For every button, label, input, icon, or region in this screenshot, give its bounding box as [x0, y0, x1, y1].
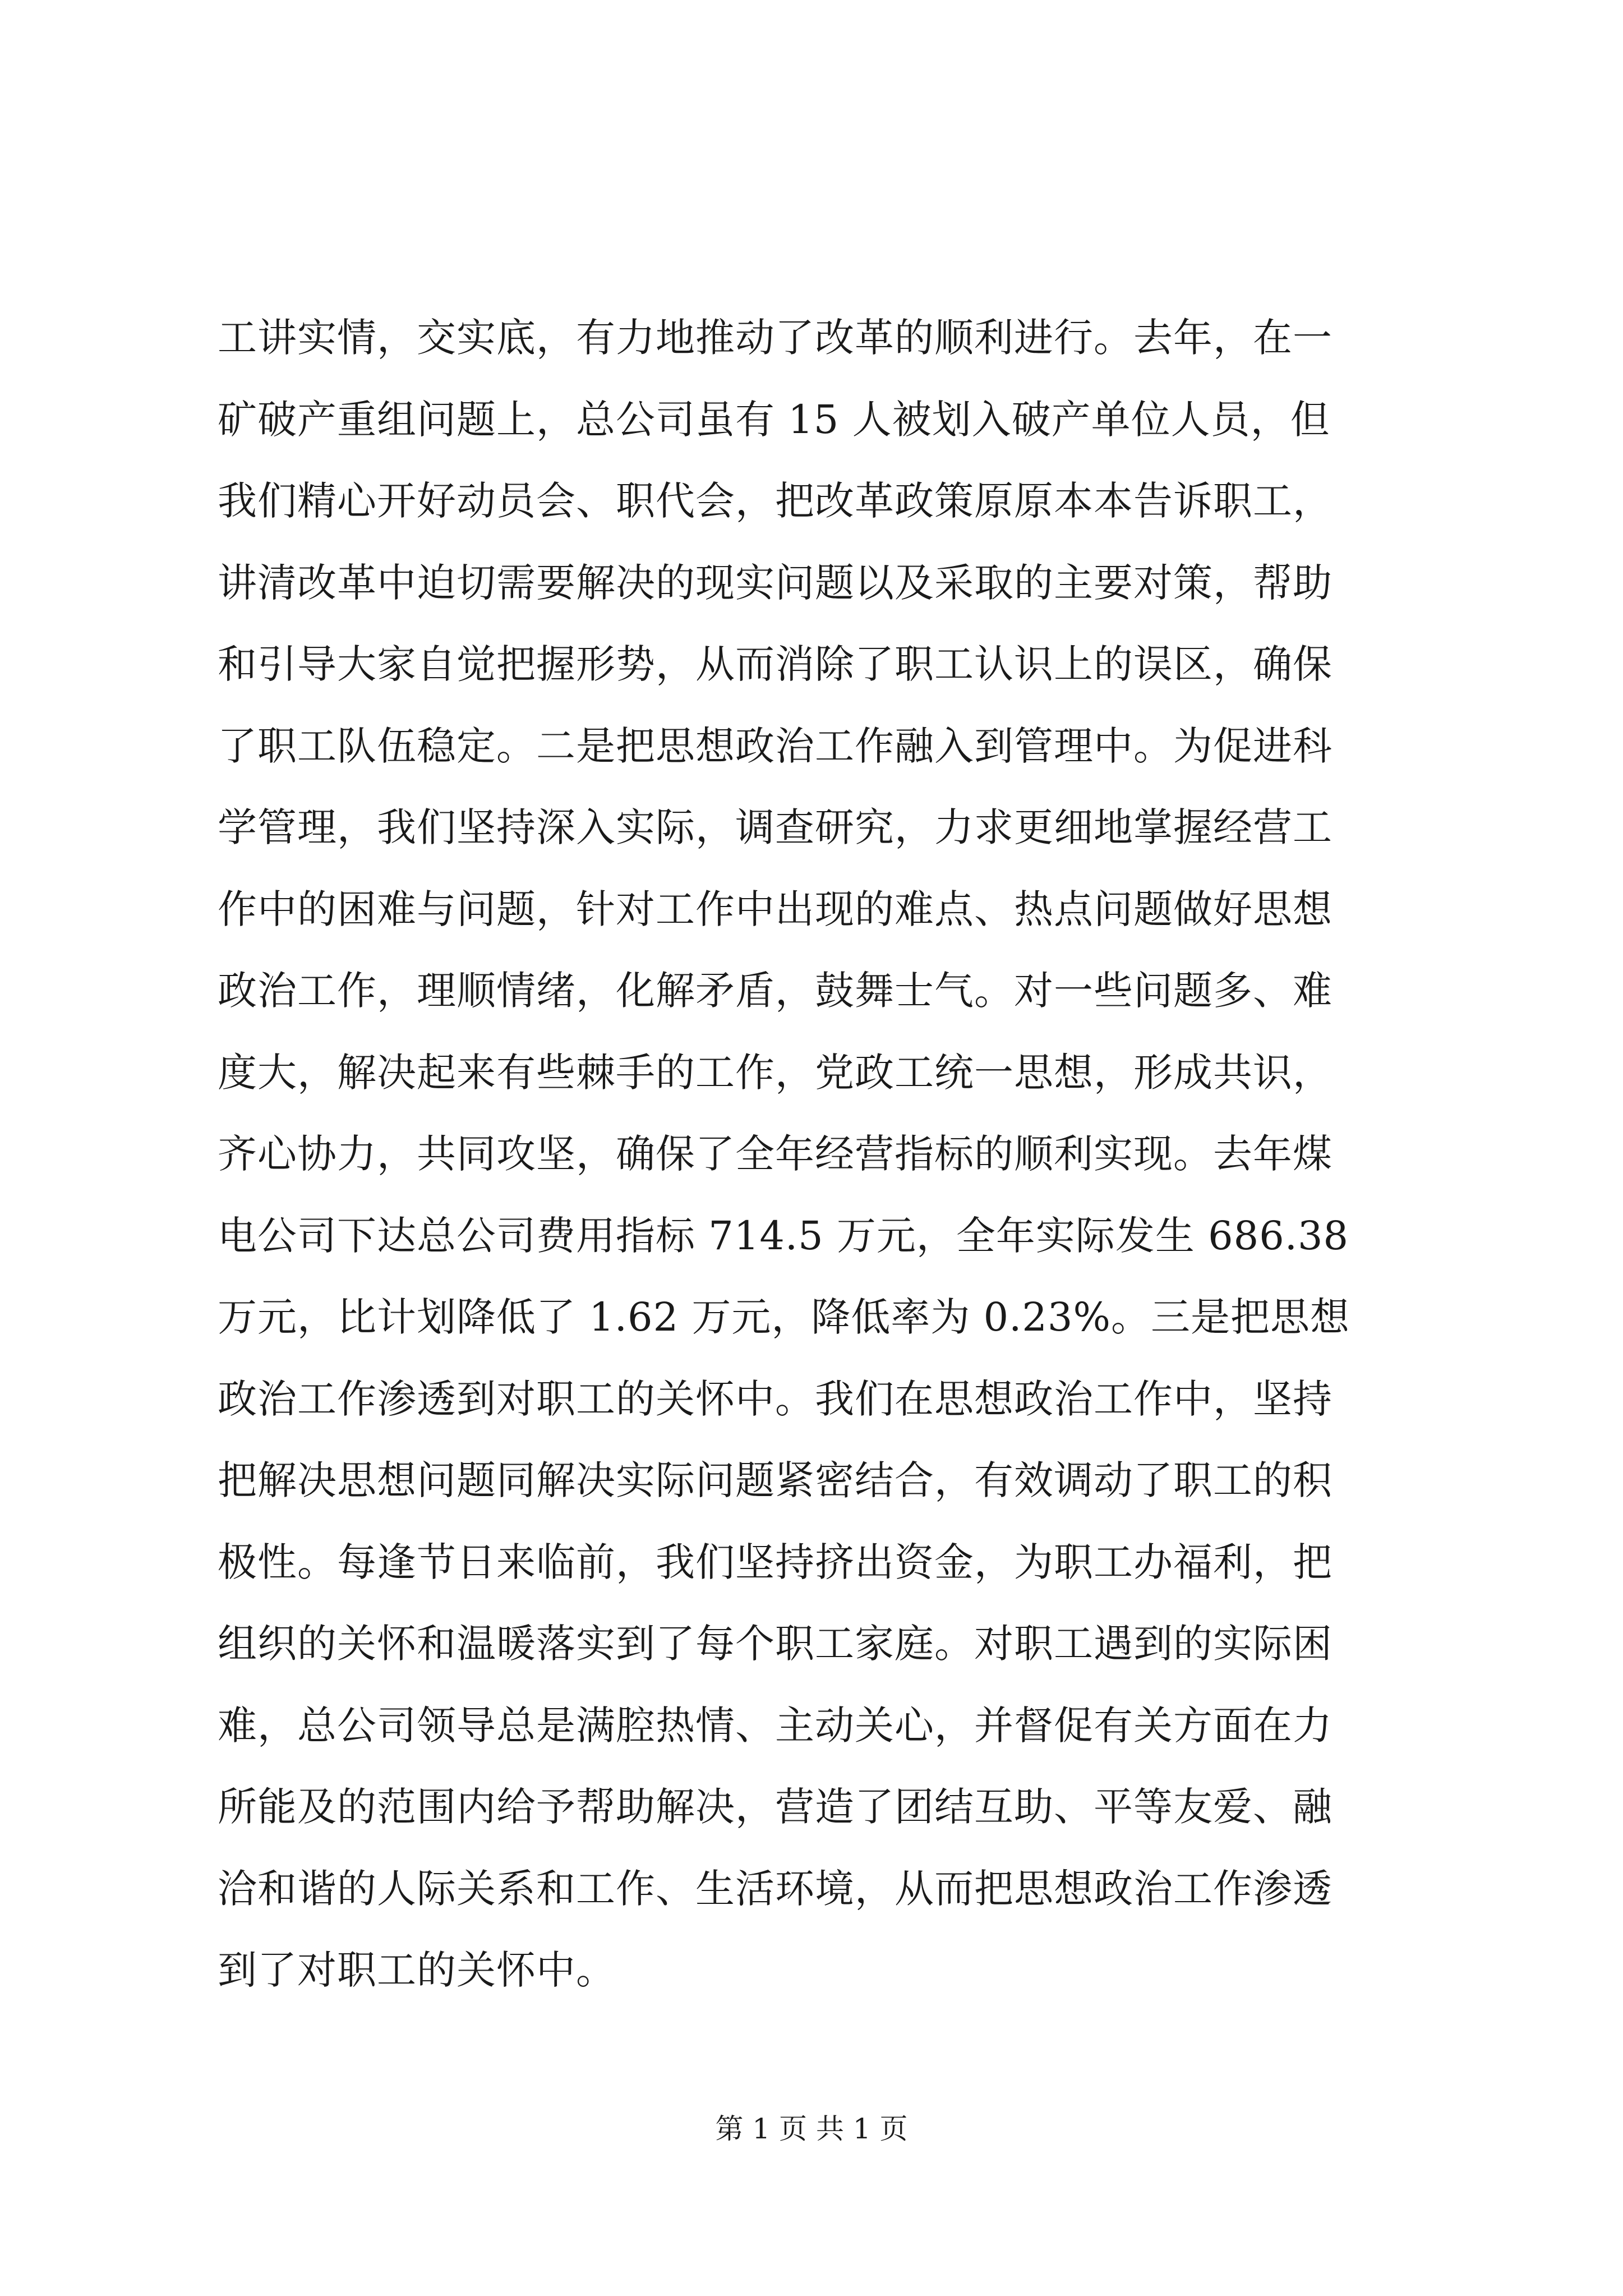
- text-line: 到了对职工的关怀中。: [218, 1947, 616, 1993]
- page-footer: 第 1 页 共 1 页: [715, 2113, 908, 2145]
- text-line: 矿破产重组问题上，总公司虽有 15 人被划入破产单位人员，但: [218, 396, 1330, 443]
- text-line: 难，总公司领导总是满腔热情、主动关心，并督促有关方面在力: [218, 1702, 1332, 1749]
- body-paragraph: [218, 297, 1451, 2012]
- text-line: 极性。每逢节日来临前，我们坚持挤出资金，为职工办福利，把: [218, 1539, 1332, 1585]
- text-line: 所能及的范围内给予帮助解决，营造了团结互助、平等友爱、融: [218, 1784, 1332, 1830]
- text-line: 了职工队伍稳定。二是把思想政治工作融入到管理中。为促进科: [218, 723, 1332, 769]
- text-line: 工讲实情，交实底，有力地推动了改革的顺利进行。去年，在一: [218, 315, 1332, 361]
- text-line: 度大，解决起来有些棘手的工作，党政工统一思想，形成共识，: [218, 1049, 1332, 1096]
- text-line: 学管理，我们坚持深入实际，调查研究，力求更细地掌握经营工: [218, 804, 1332, 850]
- text-line: 政治工作，理顺情绪，化解矛盾，鼓舞士气。对一些问题多、难: [218, 968, 1332, 1014]
- text-line: 洽和谐的人际关系和工作、生活环境，从而把思想政治工作渗透: [218, 1865, 1332, 1912]
- text-line: 组织的关怀和温暖落实到了每个职工家庭。对职工遇到的实际困: [218, 1621, 1332, 1667]
- text-line: 齐心协力，共同攻坚，确保了全年经营指标的顺利实现。去年煤: [218, 1131, 1332, 1177]
- text-line: 和引导大家自觉把握形势，从而消除了职工认识上的误区，确保: [218, 641, 1332, 687]
- text-line: 讲清改革中迫切需要解决的现实问题以及采取的主要对策，帮助: [218, 559, 1332, 606]
- text-line: 政治工作渗透到对职工的关怀中。我们在思想政治工作中，坚持: [218, 1375, 1332, 1422]
- text-line: 作中的困难与问题，针对工作中出现的难点、热点问题做好思想: [218, 886, 1332, 932]
- text-line: 我们精心开好动员会、职代会，把改革政策原原本本告诉职工，: [218, 478, 1332, 524]
- text-line: 万元，比计划降低了 1.62 万元，降低率为 0.23%。三是把思想: [218, 1294, 1350, 1340]
- text-line: 把解决思想问题同解决实际问题紧密结合，有效调动了职工的积: [218, 1457, 1332, 1503]
- text-line: 电公司下达总公司费用指标 714.5 万元，全年实际发生 686.38: [218, 1212, 1349, 1259]
